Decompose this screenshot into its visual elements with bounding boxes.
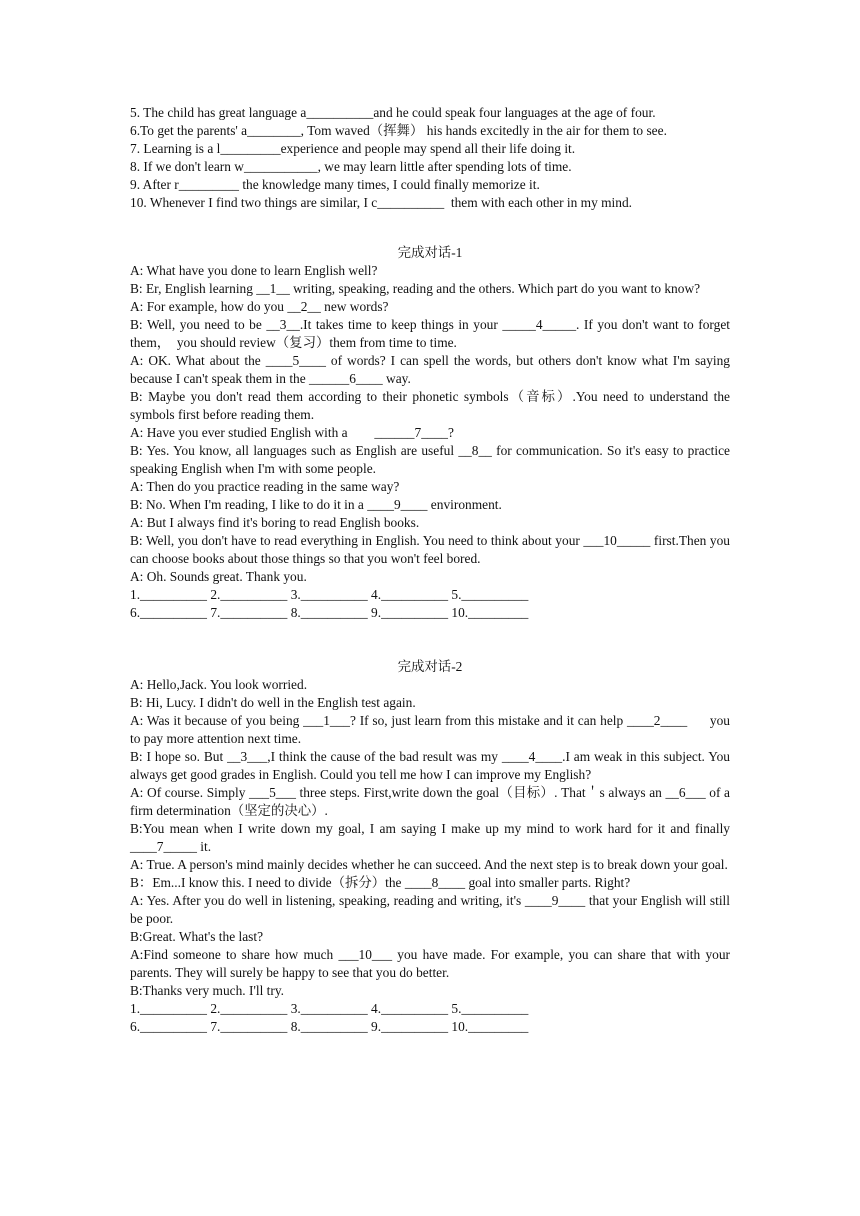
dialogue-2-line: B: I hope so. But __3___,I think the cause of the bad result was my ____4____.I am weak in this subject. You always get good grades in English. Could you tell me how I can improve my English?: [130, 749, 734, 782]
dialogue-2-line: B: Hi, Lucy. I didn't do well in the English test again.: [130, 695, 416, 710]
vocab-section: [130, 104, 730, 212]
vocab-item-6: 6.To get the parents' a________, Tom waved（挥舞） his hands excitedly in the air for them to see.: [130, 123, 667, 138]
dialogue-1-line: A: Have you ever studied English with a ______7____?: [130, 425, 454, 440]
dialogue-2-line: A: Of course. Simply ___5___ three steps. First,write down the goal（目标）. That＇s always an __6___ of a firm determination（坚定的决心）.: [130, 785, 734, 818]
dialogue-2-line: B:You mean when I write down my goal, I am saying I make up my mind to work hard for it and finally ____7_____ it.: [130, 821, 734, 854]
dialogue-2-line: B:Thanks very much. I'll try.: [130, 983, 285, 998]
dialogue-1-line: A: Then do you practice reading in the same way?: [130, 479, 400, 494]
dialogue-2-line: B:Great. What's the last?: [130, 929, 264, 944]
dialogue-2-answer-row-2: 6.__________ 7.__________ 8.__________ 9.__________ 10._________: [130, 1019, 529, 1034]
vocab-item-5: 5. The child has great language a__________and he could speak four languages at the age of four.: [130, 105, 656, 120]
dialogue-2-answer-row-1: 1.__________ 2.__________ 3.__________ 4.__________ 5.__________: [130, 1001, 529, 1016]
dialogue-2-line: A: True. A person's mind mainly decides whether he can succeed. And the next step is to break down your goal.: [130, 857, 728, 872]
document-page: [130, 104, 734, 1036]
dialogue-1-line: A: What have you done to learn English well?: [130, 263, 378, 278]
vocab-item-10: 10. Whenever I find two things are similar, I c__________ them with each other in my mind.: [130, 195, 632, 210]
dialogue-1-line: A: For example, how do you __2__ new words?: [130, 299, 389, 314]
dialogue-2-title: 完成对话-2: [397, 659, 463, 674]
dialogue-1-line: B: Yes. You know, all languages such as English are useful __8__ for communication. So it's easy to practice speaking English when I'm with some people.: [130, 443, 734, 476]
dialogue-1-line: B: No. When I'm reading, I like to do it in a ____9____ environment.: [130, 497, 502, 512]
vocab-item-9: 9. After r_________ the knowledge many times, I could finally memorize it.: [130, 177, 540, 192]
dialogue-1-answer-row-2: 6.__________ 7.__________ 8.__________ 9.__________ 10._________: [130, 605, 529, 620]
dialogue-1-section: [130, 244, 734, 622]
dialogue-1-line: A: But I always find it's boring to read English books.: [130, 515, 420, 530]
dialogue-1-line: B: Er, English learning __1__ writing, speaking, reading and the others. Which part do you want to know?: [130, 281, 701, 296]
dialogue-1-line: B: Maybe you don't read them according to their phonetic symbols（音标）.You need to understand the symbols first before reading them.: [130, 389, 734, 422]
dialogue-2-section: [130, 658, 734, 1036]
dialogue-2-line: A:Find someone to share how much ___10___ you have made. For example, you can share that with your parents. They will surely be happy to see that you do better.: [130, 947, 734, 980]
dialogue-2-line: A: Was it because of you being ___1___? If so, just learn from this mistake and it can help ____2____ you to pay more attention next time.: [130, 713, 734, 746]
dialogue-2-line: B：Em...I know this. I need to divide（拆分）the ____8____ goal into smaller parts. Right?: [130, 875, 631, 890]
dialogue-2-line: A: Yes. After you do well in listening, speaking, reading and writing, it's ____9____ that your English will still be poor.: [130, 893, 734, 926]
dialogue-1-title: 完成对话-1: [397, 245, 463, 260]
dialogue-1-line: A: OK. What about the ____5____ of words? I can spell the words, but others don't know what I'm saying because I can't speak them in the ______6____ way.: [130, 353, 734, 386]
dialogue-1-line: B: Well, you need to be __3__.It takes time to keep things in your _____4_____. If you don't want to forget them， you should review（复习）them from time to time.: [130, 317, 734, 350]
dialogue-1-line: A: Oh. Sounds great. Thank you.: [130, 569, 307, 584]
dialogue-1-answer-row-1: 1.__________ 2.__________ 3.__________ 4.__________ 5.__________: [130, 587, 529, 602]
dialogue-1-line: B: Well, you don't have to read everything in English. You need to think about your ___10_____ first.Then you can choose books about those things so that you won't feel bored.: [130, 533, 734, 566]
dialogue-2-line: A: Hello,Jack. You look worried.: [130, 677, 308, 692]
vocab-item-8: 8. If we don't learn w___________, we may learn little after spending lots of time.: [130, 159, 572, 174]
vocab-item-7: 7. Learning is a l_________experience and people may spend all their life doing it.: [130, 141, 576, 156]
